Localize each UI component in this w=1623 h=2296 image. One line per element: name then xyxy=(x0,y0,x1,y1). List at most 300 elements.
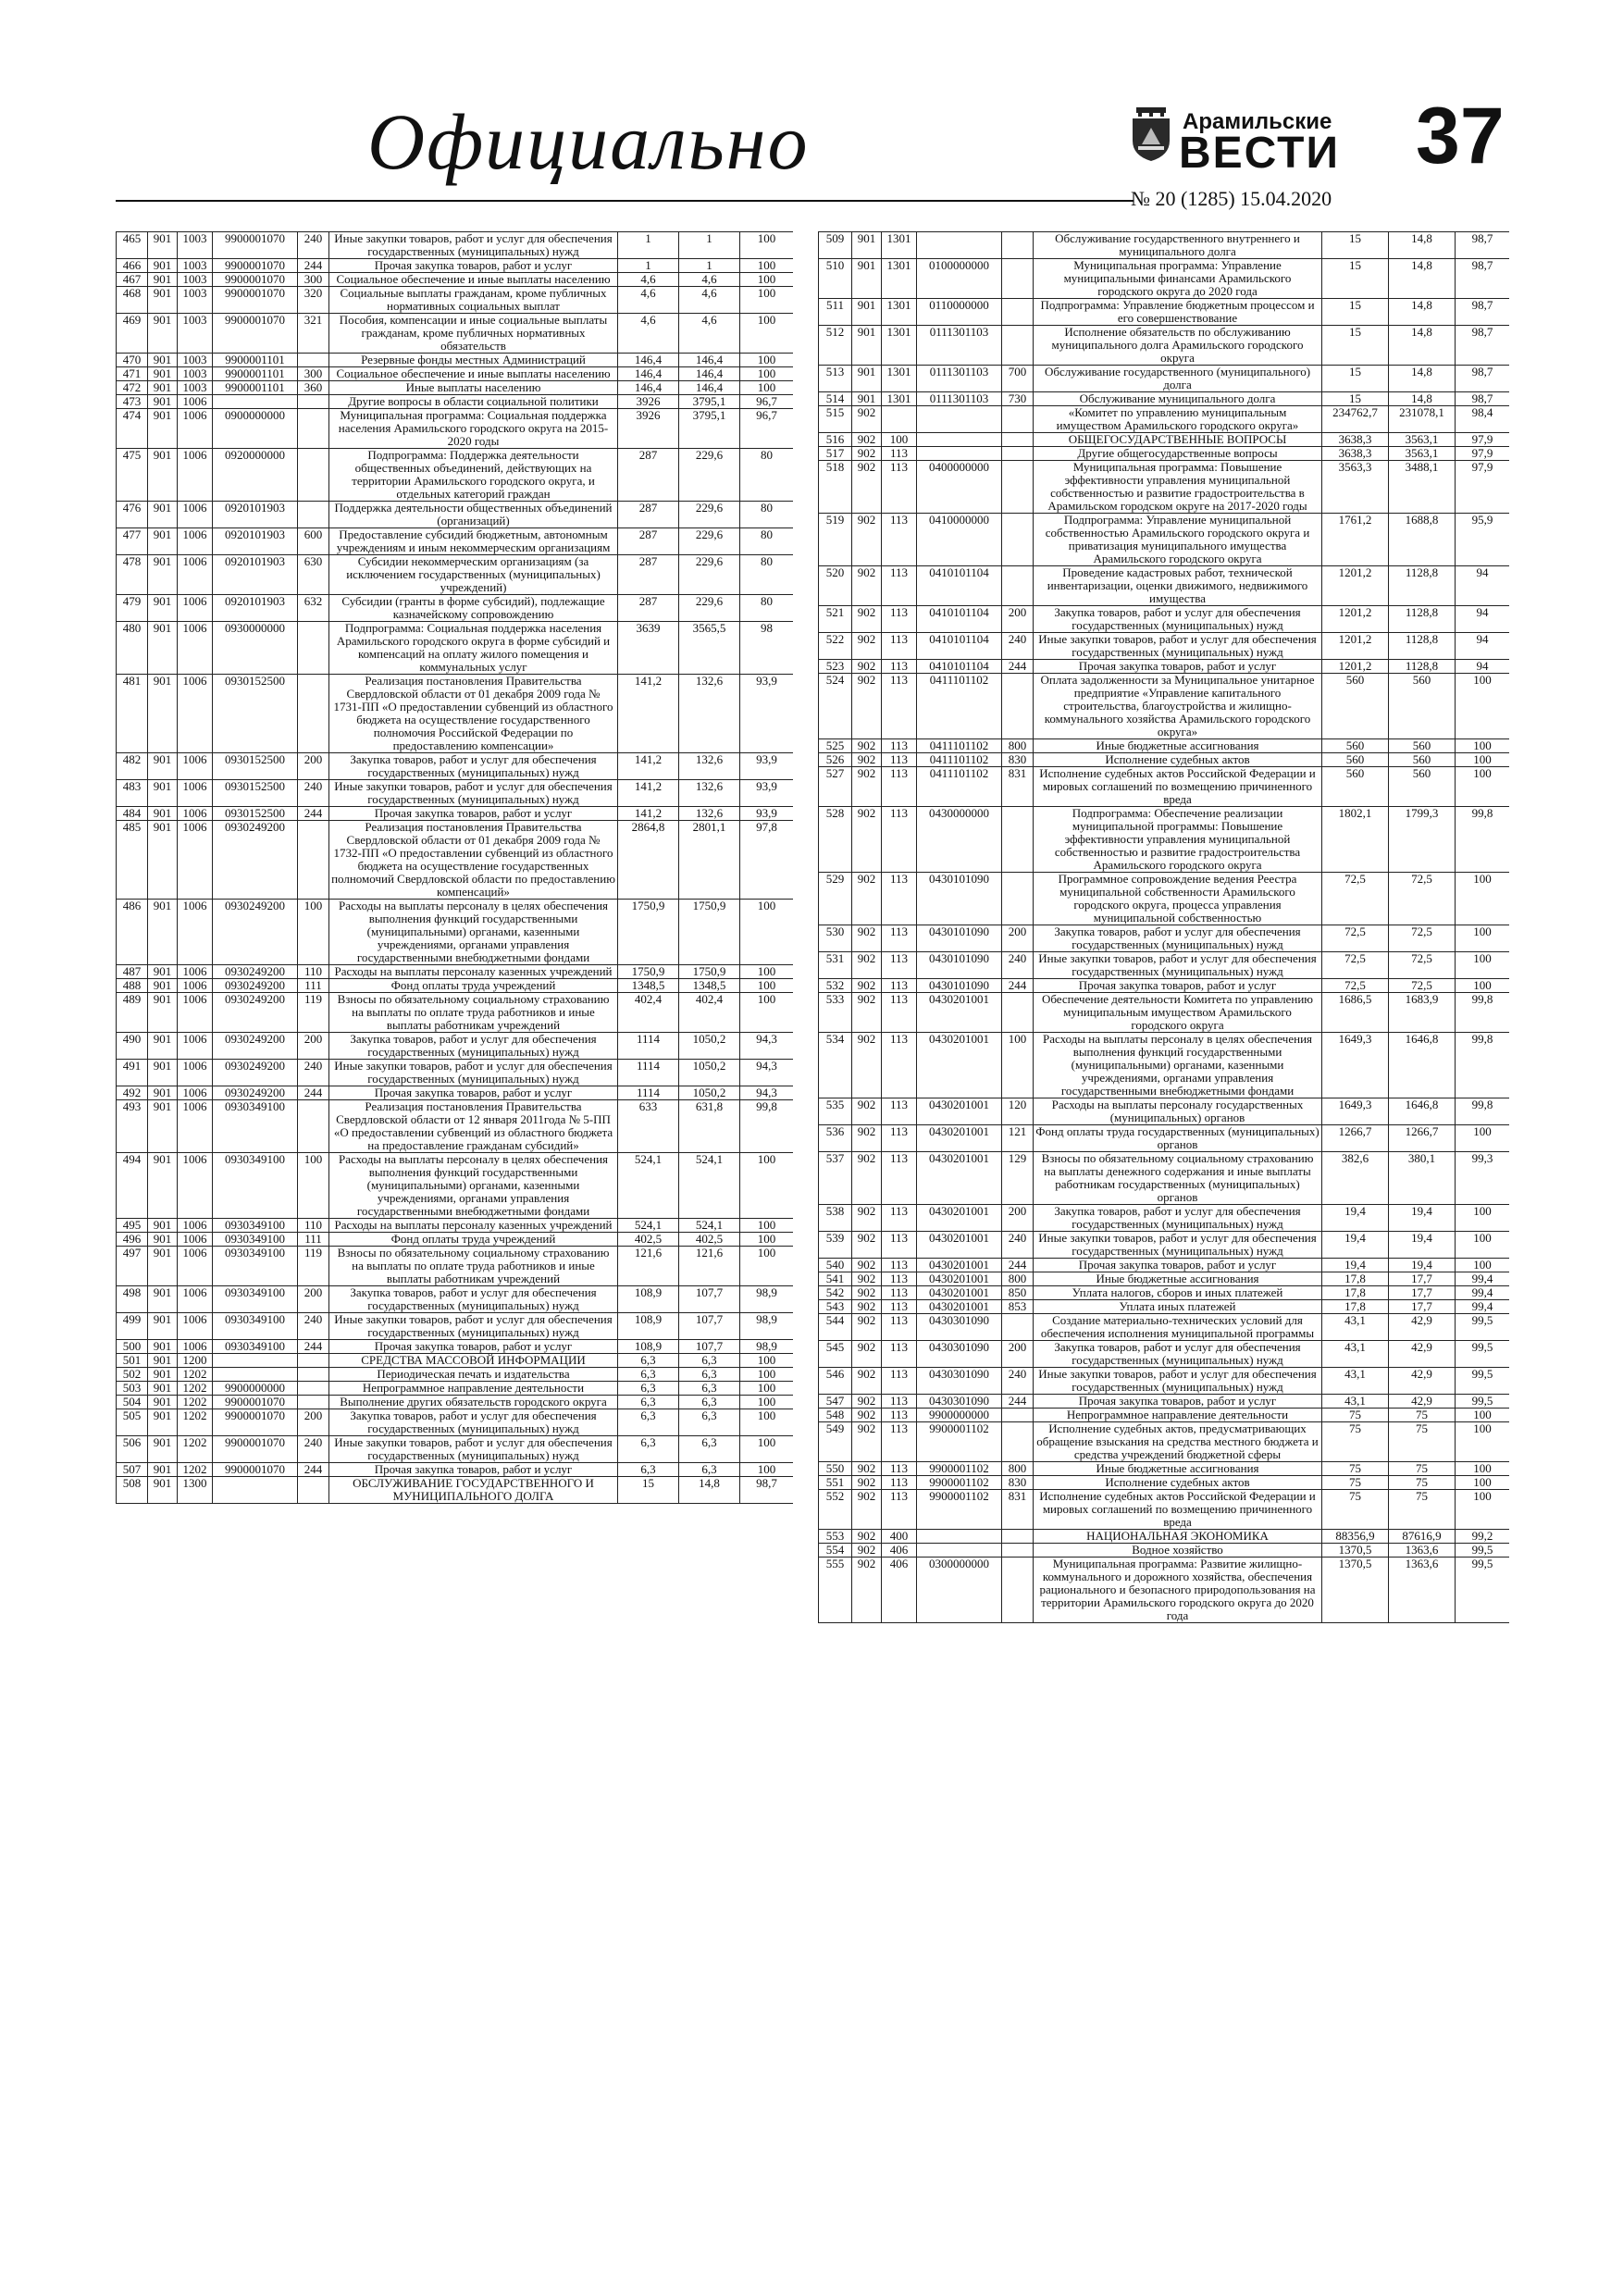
expense-type: 730 xyxy=(1002,392,1034,406)
section-code: 113 xyxy=(882,1422,917,1462)
table-row xyxy=(819,660,1510,674)
expense-type: 360 xyxy=(298,381,329,395)
section-code: 1006 xyxy=(178,979,213,993)
section-code: 113 xyxy=(882,952,917,979)
execution-percent: 99,3 xyxy=(1456,1152,1510,1205)
execution-percent: 98,9 xyxy=(740,1340,794,1354)
row-number: 494 xyxy=(117,1153,148,1219)
executed-amount: 1348,5 xyxy=(679,979,740,993)
description: Иные закупки товаров, работ и услуг для обеспечения государственных (муниципальных) нужд xyxy=(329,780,618,807)
table-row xyxy=(117,528,794,555)
target-article: 9900001070 xyxy=(213,1436,298,1463)
executed-amount: 14,8 xyxy=(1389,366,1456,392)
target-article: 9900001070 xyxy=(213,259,298,273)
ministry-code: 902 xyxy=(852,633,882,660)
ministry-code: 902 xyxy=(852,1558,882,1623)
table-row xyxy=(117,979,794,993)
section-code: 1006 xyxy=(178,1100,213,1153)
description: Прочая закупка товаров, работ и услуг xyxy=(329,1340,618,1354)
section-code: 1006 xyxy=(178,449,213,502)
planned-amount: 1370,5 xyxy=(1322,1544,1389,1558)
target-article: 9900001102 xyxy=(917,1490,1002,1530)
row-number: 501 xyxy=(117,1354,148,1368)
ministry-code: 901 xyxy=(148,555,178,595)
planned-amount: 3926 xyxy=(618,395,679,409)
planned-amount: 15 xyxy=(1322,259,1389,299)
description: Обслуживание государственного внутреннего и муниципального долга xyxy=(1034,232,1322,259)
row-number: 503 xyxy=(117,1382,148,1396)
row-number: 490 xyxy=(117,1033,148,1060)
description: Закупка товаров, работ и услуг для обеспечения государственных (муниципальных) нужд xyxy=(1034,1205,1322,1232)
execution-percent: 93,9 xyxy=(740,753,794,780)
ministry-code: 902 xyxy=(852,873,882,925)
description: Исполнение судебных актов xyxy=(1034,1476,1322,1490)
planned-amount: 75 xyxy=(1322,1409,1389,1422)
section-code: 113 xyxy=(882,566,917,606)
description: Социальные выплаты гражданам, кроме публичных нормативных социальных выплат xyxy=(329,287,618,314)
table-row xyxy=(117,1086,794,1100)
target-article: 0430201001 xyxy=(917,1286,1002,1300)
expense-type xyxy=(298,1368,329,1382)
description: Прочая закупка товаров, работ и услуг xyxy=(329,1463,618,1477)
description: ОБЩЕГОСУДАРСТВЕННЫЕ ВОПРОСЫ xyxy=(1034,433,1322,447)
ministry-code: 902 xyxy=(852,1530,882,1544)
planned-amount: 287 xyxy=(618,555,679,595)
section-code: 113 xyxy=(882,925,917,952)
executed-amount: 14,8 xyxy=(1389,326,1456,366)
description: Расходы на выплаты персоналу в целях обеспечения выполнения функций государственными (муниципальными) органами, казенными учреждениями, органами управления государственными внебюджетными фондами xyxy=(329,900,618,965)
ministry-code: 901 xyxy=(148,1086,178,1100)
expense-type xyxy=(298,409,329,449)
planned-amount: 1114 xyxy=(618,1086,679,1100)
row-number: 489 xyxy=(117,993,148,1033)
target-article: 9900001070 xyxy=(213,1396,298,1409)
target-article xyxy=(917,1530,1002,1544)
table-row xyxy=(819,1462,1510,1476)
planned-amount: 6,3 xyxy=(618,1409,679,1436)
expense-type: 240 xyxy=(1002,1368,1034,1395)
description: Пособия, компенсации и иные социальные выплаты гражданам, кроме публичных нормативных обязательств xyxy=(329,314,618,354)
table-row xyxy=(117,993,794,1033)
row-number: 471 xyxy=(117,367,148,381)
expense-type: 831 xyxy=(1002,1490,1034,1530)
description: Субсидии некоммерческим организациям (за исключением государственных (муниципальных) учреждений) xyxy=(329,555,618,595)
ministry-code: 901 xyxy=(148,1396,178,1409)
row-number: 499 xyxy=(117,1313,148,1340)
table-row xyxy=(819,1395,1510,1409)
target-article: 0410101104 xyxy=(917,633,1002,660)
description: Исполнение судебных актов Российской Федерации и мировых соглашений по возмещению причиненного вреда xyxy=(1034,767,1322,807)
section-code: 1300 xyxy=(178,1477,213,1504)
expense-type xyxy=(1002,1314,1034,1341)
section-code: 113 xyxy=(882,753,917,767)
planned-amount: 75 xyxy=(1322,1462,1389,1476)
description: Муниципальная программа: Повышение эффективности управления муниципальной собственностью и развитие градостроительства в Арамильском городском округе на 2017-2020 годы xyxy=(1034,461,1322,514)
planned-amount: 19,4 xyxy=(1322,1232,1389,1259)
description: Прочая закупка товаров, работ и услуг xyxy=(329,807,618,821)
budget-table-left xyxy=(116,231,793,1504)
ministry-code: 901 xyxy=(148,965,178,979)
target-article: 0930152500 xyxy=(213,753,298,780)
planned-amount: 1114 xyxy=(618,1060,679,1086)
row-number: 527 xyxy=(819,767,852,807)
executed-amount: 107,7 xyxy=(679,1313,740,1340)
section-code: 113 xyxy=(882,739,917,753)
executed-amount: 75 xyxy=(1389,1490,1456,1530)
description: Иные бюджетные ассигнования xyxy=(1034,739,1322,753)
ministry-code: 902 xyxy=(852,447,882,461)
table-row xyxy=(819,1232,1510,1259)
execution-percent: 99,8 xyxy=(1456,1098,1510,1125)
description: Проведение кадастровых работ, технической инвентаризации, оценки движимого, недвижимого имущества xyxy=(1034,566,1322,606)
section-code: 1006 xyxy=(178,753,213,780)
execution-percent: 98,7 xyxy=(1456,299,1510,326)
ministry-code: 902 xyxy=(852,1395,882,1409)
planned-amount: 141,2 xyxy=(618,675,679,753)
planned-amount: 19,4 xyxy=(1322,1259,1389,1272)
planned-amount: 43,1 xyxy=(1322,1314,1389,1341)
target-article: 0930152500 xyxy=(213,675,298,753)
expense-type: 830 xyxy=(1002,1476,1034,1490)
expense-type: 240 xyxy=(298,1060,329,1086)
execution-percent: 98 xyxy=(740,622,794,675)
target-article: 0111301103 xyxy=(917,392,1002,406)
planned-amount: 402,5 xyxy=(618,1233,679,1247)
row-number: 546 xyxy=(819,1368,852,1395)
execution-percent: 99,5 xyxy=(1456,1341,1510,1368)
target-article: 0411101102 xyxy=(917,739,1002,753)
execution-percent: 94 xyxy=(1456,660,1510,674)
target-article: 0430201001 xyxy=(917,993,1002,1033)
expense-type xyxy=(1002,1558,1034,1623)
executed-amount: 3488,1 xyxy=(1389,461,1456,514)
execution-percent: 100 xyxy=(740,1436,794,1463)
planned-amount: 1750,9 xyxy=(618,900,679,965)
target-article: 0930349100 xyxy=(213,1153,298,1219)
execution-percent: 100 xyxy=(740,354,794,367)
planned-amount: 287 xyxy=(618,502,679,528)
target-article: 9900001102 xyxy=(917,1476,1002,1490)
execution-percent: 95,9 xyxy=(1456,514,1510,566)
target-article: 0930349100 xyxy=(213,1247,298,1286)
table-row xyxy=(117,780,794,807)
target-article: 0430201001 xyxy=(917,1098,1002,1125)
expense-type xyxy=(1002,299,1034,326)
target-article xyxy=(917,232,1002,259)
section-code: 1003 xyxy=(178,367,213,381)
section-code: 1202 xyxy=(178,1382,213,1396)
expense-type xyxy=(298,1100,329,1153)
ministry-code: 901 xyxy=(852,259,882,299)
table-row xyxy=(819,259,1510,299)
section-code: 113 xyxy=(882,1033,917,1098)
row-number: 502 xyxy=(117,1368,148,1382)
description: Периодическая печать и издательства xyxy=(329,1368,618,1382)
execution-percent: 100 xyxy=(1456,1232,1510,1259)
description: Закупка товаров, работ и услуг для обеспечения государственных (муниципальных) нужд xyxy=(329,1286,618,1313)
row-number: 477 xyxy=(117,528,148,555)
section-code: 1003 xyxy=(178,354,213,367)
table-row xyxy=(117,675,794,753)
executed-amount: 19,4 xyxy=(1389,1205,1456,1232)
planned-amount: 524,1 xyxy=(618,1219,679,1233)
ministry-code: 902 xyxy=(852,433,882,447)
ministry-code: 902 xyxy=(852,1544,882,1558)
executed-amount: 17,7 xyxy=(1389,1300,1456,1314)
row-number: 496 xyxy=(117,1233,148,1247)
row-number: 466 xyxy=(117,259,148,273)
planned-amount: 4,6 xyxy=(618,273,679,287)
execution-percent: 99,8 xyxy=(1456,1033,1510,1098)
execution-percent: 100 xyxy=(740,1354,794,1368)
row-number: 483 xyxy=(117,780,148,807)
target-article: 0430101090 xyxy=(917,952,1002,979)
target-article: 0930249200 xyxy=(213,1033,298,1060)
row-number: 530 xyxy=(819,925,852,952)
executed-amount: 524,1 xyxy=(679,1219,740,1233)
ministry-code: 902 xyxy=(852,1205,882,1232)
expense-type: 244 xyxy=(298,1463,329,1477)
section-code: 1202 xyxy=(178,1409,213,1436)
executed-amount: 1266,7 xyxy=(1389,1125,1456,1152)
target-article: 0430201001 xyxy=(917,1300,1002,1314)
table-row xyxy=(819,392,1510,406)
row-number: 514 xyxy=(819,392,852,406)
table-row xyxy=(117,1286,794,1313)
planned-amount: 17,8 xyxy=(1322,1272,1389,1286)
description: Прочая закупка товаров, работ и услуг xyxy=(329,259,618,273)
row-number: 534 xyxy=(819,1033,852,1098)
table-row xyxy=(117,409,794,449)
table-row xyxy=(117,1060,794,1086)
target-article: 0930152500 xyxy=(213,807,298,821)
target-article: 9900001070 xyxy=(213,232,298,259)
table-row xyxy=(117,232,794,259)
planned-amount: 524,1 xyxy=(618,1153,679,1219)
row-number: 551 xyxy=(819,1476,852,1490)
description: Подпрограмма: Управление муниципальной собственностью Арамильского городского округа и приватизация муниципального имущества Арамильского городского округа xyxy=(1034,514,1322,566)
ministry-code: 901 xyxy=(148,1233,178,1247)
section-code: 1006 xyxy=(178,555,213,595)
description: Иные закупки товаров, работ и услуг для обеспечения государственных (муниципальных) нужд xyxy=(1034,633,1322,660)
expense-type: 200 xyxy=(298,753,329,780)
planned-amount: 1201,2 xyxy=(1322,660,1389,674)
planned-amount: 17,8 xyxy=(1322,1300,1389,1314)
ministry-code: 901 xyxy=(148,1409,178,1436)
execution-percent: 100 xyxy=(740,1463,794,1477)
ministry-code: 901 xyxy=(148,1313,178,1340)
section-code: 1006 xyxy=(178,1219,213,1233)
executed-amount: 107,7 xyxy=(679,1286,740,1313)
executed-amount: 132,6 xyxy=(679,753,740,780)
executed-amount: 75 xyxy=(1389,1476,1456,1490)
description: Закупка товаров, работ и услуг для обеспечения государственных (муниципальных) нужд xyxy=(329,753,618,780)
execution-percent: 94,3 xyxy=(740,1086,794,1100)
row-number: 522 xyxy=(819,633,852,660)
table-row xyxy=(819,366,1510,392)
ministry-code: 901 xyxy=(148,1033,178,1060)
ministry-code: 902 xyxy=(852,925,882,952)
executed-amount: 4,6 xyxy=(679,273,740,287)
executed-amount: 229,6 xyxy=(679,595,740,622)
target-article: 0930349100 xyxy=(213,1219,298,1233)
row-number: 485 xyxy=(117,821,148,900)
ministry-code: 901 xyxy=(852,326,882,366)
table-row xyxy=(819,739,1510,753)
expense-type xyxy=(298,449,329,502)
row-number: 491 xyxy=(117,1060,148,1086)
planned-amount: 146,4 xyxy=(618,367,679,381)
table-row xyxy=(819,1490,1510,1530)
target-article: 0920101903 xyxy=(213,555,298,595)
budget-table-right xyxy=(818,231,1509,1623)
ministry-code: 902 xyxy=(852,1098,882,1125)
expense-type: 244 xyxy=(298,259,329,273)
expense-type xyxy=(298,1354,329,1368)
ministry-code: 902 xyxy=(852,1125,882,1152)
ministry-code: 901 xyxy=(148,595,178,622)
planned-amount: 402,4 xyxy=(618,993,679,1033)
expense-type xyxy=(1002,807,1034,873)
expense-type: 200 xyxy=(1002,606,1034,633)
row-number: 509 xyxy=(819,232,852,259)
executed-amount: 14,8 xyxy=(1389,259,1456,299)
row-number: 467 xyxy=(117,273,148,287)
planned-amount: 382,6 xyxy=(1322,1152,1389,1205)
target-article: 0920101903 xyxy=(213,595,298,622)
description: Расходы на выплаты персоналу казенных учреждений xyxy=(329,965,618,979)
section-code: 113 xyxy=(882,1286,917,1300)
row-number: 545 xyxy=(819,1341,852,1368)
section-code: 113 xyxy=(882,1232,917,1259)
target-article: 9900000000 xyxy=(213,1382,298,1396)
description: Оплата задолженности за Муниципальное унитарное предприятие «Управление капитального строительства, благоустройства и жилищно-коммунального хозяйства Арамильского городского округа» xyxy=(1034,674,1322,739)
table-row xyxy=(819,952,1510,979)
description: Резервные фонды местных Администраций xyxy=(329,354,618,367)
section-code: 113 xyxy=(882,1098,917,1125)
target-article: 0430201001 xyxy=(917,1272,1002,1286)
row-number: 543 xyxy=(819,1300,852,1314)
executed-amount: 560 xyxy=(1389,674,1456,739)
ministry-code: 901 xyxy=(148,354,178,367)
executed-amount: 75 xyxy=(1389,1462,1456,1476)
description: Закупка товаров, работ и услуг для обеспечения государственных (муниципальных) нужд xyxy=(329,1409,618,1436)
row-number: 470 xyxy=(117,354,148,367)
expense-type xyxy=(298,821,329,900)
target-article: 0430301090 xyxy=(917,1341,1002,1368)
expense-type: 120 xyxy=(1002,1098,1034,1125)
ministry-code: 901 xyxy=(148,807,178,821)
description: Предоставление субсидий бюджетным, автономным учреждениям и иным некоммерческим организациям xyxy=(329,528,618,555)
expense-type xyxy=(298,354,329,367)
ministry-code: 902 xyxy=(852,406,882,433)
planned-amount: 108,9 xyxy=(618,1286,679,1313)
planned-amount: 6,3 xyxy=(618,1396,679,1409)
description: Водное хозяйство xyxy=(1034,1544,1322,1558)
table-row xyxy=(819,606,1510,633)
planned-amount: 141,2 xyxy=(618,753,679,780)
description: Муниципальная программа: Развитие жилищно-коммунального и дорожного хозяйства, обеспечения рационального и безопасного природопользования на территории Арамильского городского округа до 2020 года xyxy=(1034,1558,1322,1623)
section-code: 1006 xyxy=(178,1340,213,1354)
ministry-code: 902 xyxy=(852,566,882,606)
planned-amount: 2864,8 xyxy=(618,821,679,900)
newspaper-brand xyxy=(1129,105,1360,210)
table-row xyxy=(819,1272,1510,1286)
description: Создание материально-технических условий для обеспечения исполнения муниципальной программы xyxy=(1034,1314,1322,1341)
description: Поддержка деятельности общественных объединений (организаций) xyxy=(329,502,618,528)
planned-amount: 19,4 xyxy=(1322,1205,1389,1232)
expense-type: 830 xyxy=(1002,753,1034,767)
ministry-code: 901 xyxy=(148,780,178,807)
target-article: 0900000000 xyxy=(213,409,298,449)
planned-amount: 88356,9 xyxy=(1322,1530,1389,1544)
section-code: 1006 xyxy=(178,1033,213,1060)
expense-type: 240 xyxy=(298,1313,329,1340)
executed-amount: 3795,1 xyxy=(679,395,740,409)
ministry-code: 902 xyxy=(852,1259,882,1272)
description: Фонд оплаты труда учреждений xyxy=(329,1233,618,1247)
row-number: 523 xyxy=(819,660,852,674)
brand-subtitle: Арамильские xyxy=(1183,109,1332,134)
target-article xyxy=(213,1477,298,1504)
executed-amount: 42,9 xyxy=(1389,1395,1456,1409)
planned-amount: 1686,5 xyxy=(1322,993,1389,1033)
execution-percent: 100 xyxy=(740,1233,794,1247)
executed-amount: 75 xyxy=(1389,1409,1456,1422)
row-number: 487 xyxy=(117,965,148,979)
execution-percent: 98,7 xyxy=(1456,392,1510,406)
ministry-code: 901 xyxy=(148,993,178,1033)
expense-type: 244 xyxy=(1002,979,1034,993)
row-number: 533 xyxy=(819,993,852,1033)
description: Взносы по обязательному социальному страхованию на выплаты по оплате труда работников и иные выплаты работникам учреждений xyxy=(329,993,618,1033)
section-code: 1301 xyxy=(882,299,917,326)
executed-amount: 560 xyxy=(1389,739,1456,753)
expense-type xyxy=(1002,232,1034,259)
table-row xyxy=(819,406,1510,433)
expense-type: 800 xyxy=(1002,1462,1034,1476)
row-number: 486 xyxy=(117,900,148,965)
table-row xyxy=(819,1033,1510,1098)
description: Уплата иных платежей xyxy=(1034,1300,1322,1314)
table-row xyxy=(819,232,1510,259)
executed-amount: 75 xyxy=(1389,1422,1456,1462)
execution-percent: 100 xyxy=(740,1153,794,1219)
description: Иные закупки товаров, работ и услуг для обеспечения государственных (муниципальных) нужд xyxy=(329,1313,618,1340)
target-article: 0930000000 xyxy=(213,622,298,675)
executed-amount: 1688,8 xyxy=(1389,514,1456,566)
row-number: 535 xyxy=(819,1098,852,1125)
description: Социальное обеспечение и иные выплаты населению xyxy=(329,367,618,381)
planned-amount: 15 xyxy=(1322,326,1389,366)
description: Уплата налогов, сборов и иных платежей xyxy=(1034,1286,1322,1300)
expense-type: 200 xyxy=(298,1409,329,1436)
expense-type: 121 xyxy=(1002,1125,1034,1152)
section-code: 1006 xyxy=(178,595,213,622)
section-code: 1006 xyxy=(178,780,213,807)
planned-amount: 560 xyxy=(1322,674,1389,739)
target-article: 0411101102 xyxy=(917,674,1002,739)
section-code: 1006 xyxy=(178,1086,213,1100)
target-article: 0411101102 xyxy=(917,753,1002,767)
table-row xyxy=(117,367,794,381)
ministry-code: 902 xyxy=(852,979,882,993)
expense-type xyxy=(1002,447,1034,461)
expense-type: 240 xyxy=(1002,1232,1034,1259)
section-code: 1202 xyxy=(178,1368,213,1382)
planned-amount: 72,5 xyxy=(1322,979,1389,993)
row-number: 476 xyxy=(117,502,148,528)
